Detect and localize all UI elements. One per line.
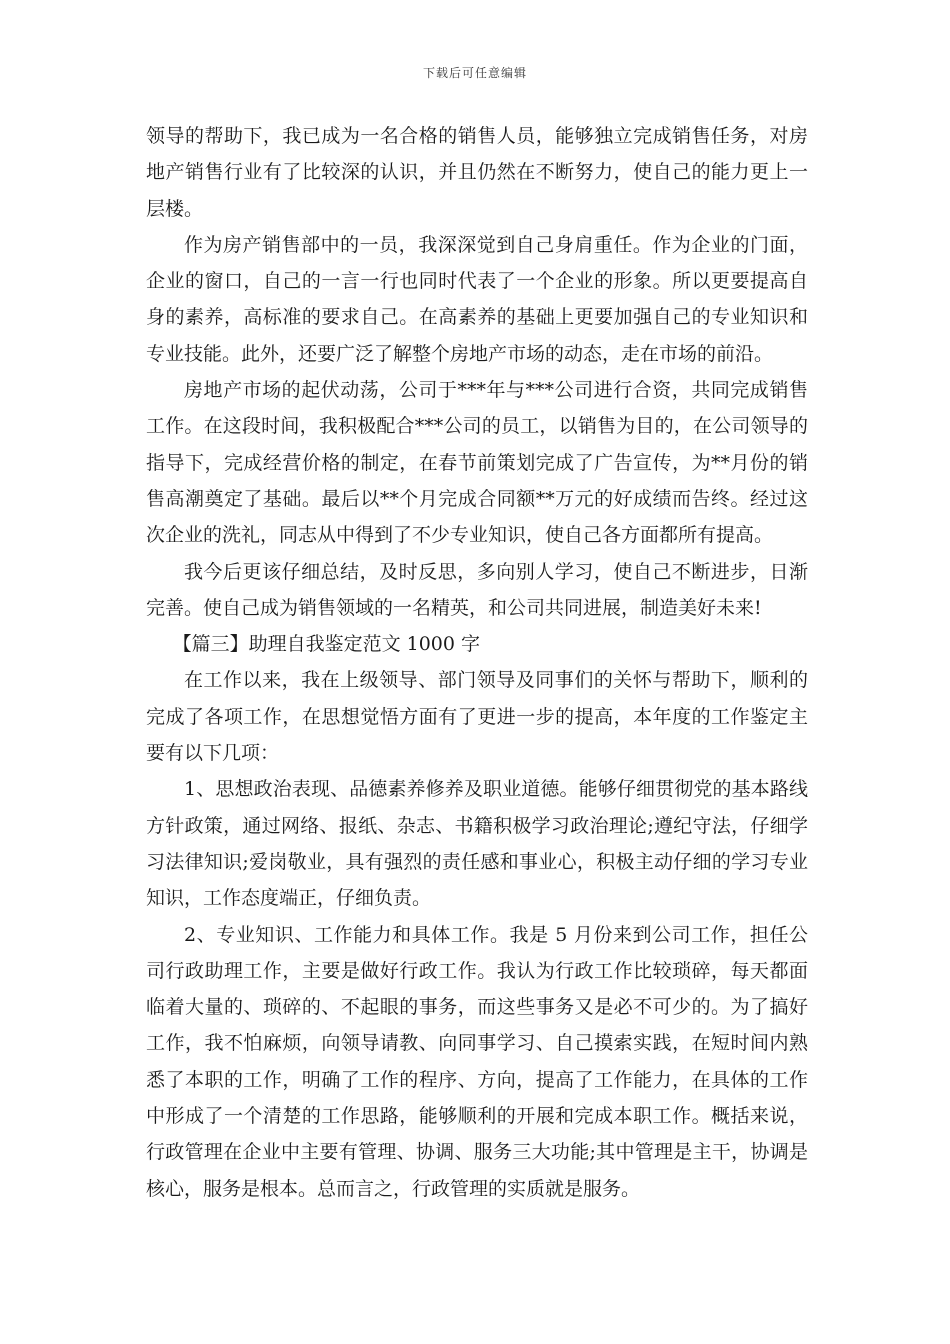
paragraph: 房地产市场的起伏动荡，公司于***年与***公司进行合资，共同完成销售工作。在这段时间，我积极配合***公司的员工，以销售为目的，在公司领导的指导下，完成经营价格的制定，在春节前策划完成了广告宣传，为**月份的销售高潮奠定了基础。最后以**个月完成合同额**万元的好成绩而告终。经过这次企业的洗礼，同志从中得到了不少专业知识，使自己各方面都所有提高。: [146, 379, 808, 547]
section-heading: 【篇三】助理自我鉴定范文 1000 字: [172, 633, 481, 656]
paragraph: 我今后更该仔细总结，及时反思，多向别人学习，使自己不断进步，日渐完善。使自己成为销售领域的一名精英，和公司共同进展，制造美好未来!: [146, 560, 808, 619]
paragraph: 2、专业知识、工作能力和具体工作。我是 5 月份来到公司工作，担任公司行政助理工作，主要是做好行政工作。我认为行政工作比较琐碎，每天都面临着大量的、琐碎的、不起眼的事务，而这些事务又是必不可少的。为了搞好工作，我不怕麻烦，向领导请教、向同事学习、自己摸索实践，在短时间内熟悉了本职的工作，明确了工作的程序、方向，提高了工作能力，在具体的工作中形成了一个清楚的工作思路，能够顺利的开展和完成本职工作。概括来说，行政管理在企业中主要有管理、协调、服务三大功能;其中管理是主干，协调是核心，服务是根本。总而言之，行政管理的实质就是服务。: [146, 923, 808, 1200]
paragraph: 作为房产销售部中的一员，我深深觉到自己身肩重任。作为企业的门面，企业的窗口，自己的一言一行也同时代表了一个企业的形象。所以更要提高自身的素养，高标准的要求自己。在高素养的基础上更要加强自己的专业知识和专业技能。此外，还要广泛了解整个房地产市场的动态，走在市场的前沿。: [146, 233, 808, 365]
page-header: 下载后可任意编辑: [422, 66, 527, 80]
paragraph: 在工作以来，我在上级领导、部门领导及同事们的关怀与帮助下，顺利的完成了各项工作，在思想觉悟方面有了更进一步的提高，本年度的工作鉴定主要有以下几项：: [146, 669, 808, 765]
paragraph: 1、思想政治表现、品德素养修养及职业道德。能够仔细贯彻党的基本路线方针政策，通过网络、报纸、杂志、书籍积极学习政治理论;遵纪守法，仔细学习法律知识;爱岗敬业，具有强烈的责任感和事业心，积极主动仔细的学习专业知识，工作态度端正，仔细负责。: [146, 778, 808, 910]
document-body: [146, 118, 808, 1207]
paragraph-continuation: 领导的帮助下，我已成为一名合格的销售人员，能够独立完成销售任务，对房地产销售行业有了比较深的认识，并且仍然在不断努力，使自己的能力更上一层楼。: [146, 125, 808, 220]
